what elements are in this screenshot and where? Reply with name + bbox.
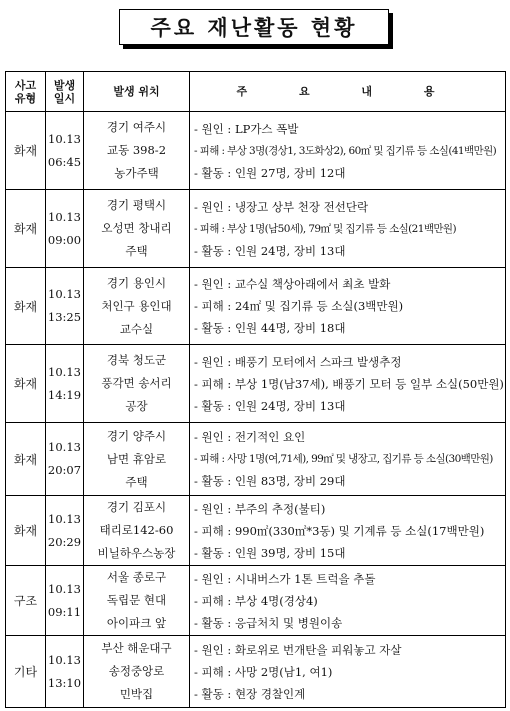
table-row (6, 345, 506, 423)
location-line: 주택 (125, 474, 148, 489)
incident-date: 10.13 (48, 209, 81, 224)
response-line: - 활동 : 인원 27명, 장비 12대 (194, 165, 346, 180)
damage-line: - 피해 : 부상 3명(경상1, 3도화상2), 60㎡ 및 집기류 등 소실(41백만원) (194, 144, 497, 157)
incident-date: 10.13 (48, 440, 81, 454)
location-line: 서울 종로구 (106, 570, 167, 584)
damage-line: - 피해 : 부상 4명(경상4) (194, 593, 318, 608)
header-date-line2: 일시 (53, 91, 76, 105)
incident-location (84, 112, 190, 190)
cause-line: - 원인 : 전기적인 요인 (194, 430, 306, 444)
location-line: 남면 휴암로 (106, 451, 167, 466)
response-line: - 활동 : 현장 경찰인계 (194, 686, 306, 701)
incident-date: 10.13 (48, 287, 81, 301)
response-line: - 활동 : 인원 24명, 장비 13대 (194, 243, 346, 258)
location-line: 교수실 (119, 321, 154, 336)
table-row (6, 496, 506, 566)
location-line: 민박집 (119, 687, 154, 701)
header-date (46, 72, 84, 112)
incident-location (84, 190, 190, 268)
incident-datetime (46, 496, 84, 566)
incident-details (190, 190, 506, 268)
disaster-table (5, 71, 506, 708)
table-header-row (6, 72, 506, 112)
location-line: 농가주택 (114, 166, 159, 180)
location-line: 아이파크 앞 (106, 616, 167, 630)
incident-date: 10.13 (48, 131, 81, 146)
incident-datetime (46, 636, 84, 708)
cause-line: - 원인 : 배풍기 모터에서 스파크 발생추정 (194, 354, 402, 369)
damage-line: - 피해 : 24㎡ 및 집기류 등 소실(3백만원) (194, 299, 404, 313)
incident-location (84, 636, 190, 708)
response-line: - 활동 : 인원 83명, 장비 29대 (194, 474, 346, 488)
incident-datetime (46, 190, 84, 268)
location-line: 태리로142-60 (99, 523, 174, 537)
damage-line: - 피해 : 부상 1명(남50세), 79㎡ 및 집기류 등 소실(21백만원) (194, 222, 456, 235)
incident-type: 화재 (6, 268, 46, 345)
header-location: 발생 위치 (84, 72, 190, 112)
incident-time: 13:10 (47, 675, 82, 690)
damage-line: - 피해 : 사망 2명(남1, 여1) (194, 664, 333, 679)
location-line: 공장 (125, 399, 148, 413)
cause-line: - 원인 : 교수실 책상아래에서 최초 발화 (194, 277, 391, 291)
incident-time: 20:29 (47, 534, 82, 549)
page-title: 주요 재난활동 현황 (119, 9, 389, 45)
table-row (6, 636, 506, 708)
incident-date: 10.13 (48, 364, 81, 379)
table-row (6, 268, 506, 345)
incident-time: 20:07 (47, 463, 82, 477)
incident-datetime (46, 423, 84, 496)
location-line: 부산 해운대구 (101, 641, 172, 655)
location-line: 주택 (125, 244, 148, 258)
damage-line: - 피해 : 990㎡(330㎡*3동) 및 기계류 등 소실(17백만원) (194, 523, 485, 538)
header-content-label: 주 요 내 용 (236, 85, 459, 98)
incident-type: 화재 (6, 345, 46, 423)
incident-details (190, 636, 506, 708)
cause-line: - 원인 : 부주의 추정(불티) (194, 501, 326, 516)
location-line: 경기 평택시 (106, 198, 167, 212)
location-line: 비닐하우스농장 (97, 546, 176, 560)
incident-datetime (46, 345, 84, 423)
header-type-line1: 사고 (14, 78, 37, 92)
location-line: 경기 양주시 (106, 428, 167, 443)
incident-type: 구조 (6, 566, 46, 636)
incident-time: 09:00 (47, 232, 82, 247)
incident-location (84, 345, 190, 423)
incident-location (84, 496, 190, 566)
incident-type: 화재 (6, 112, 46, 190)
incident-date: 10.13 (48, 652, 81, 667)
incident-location (84, 268, 190, 345)
response-line: - 활동 : 인원 44명, 장비 18대 (194, 321, 346, 335)
cause-line: - 원인 : 냉장고 상부 천장 전선단락 (194, 199, 369, 214)
header-date-line1: 발생 (53, 78, 76, 92)
incident-type: 기타 (6, 636, 46, 708)
table-row (6, 566, 506, 636)
location-line: 경기 여주시 (106, 120, 167, 134)
location-line: 송정중앙로 (108, 664, 165, 678)
response-line: - 활동 : 응급처치 및 병원이송 (194, 615, 343, 630)
incident-time: 14:19 (47, 387, 82, 402)
incident-location (84, 423, 190, 496)
incident-type: 화재 (6, 496, 46, 566)
location-line: 경기 김포시 (106, 500, 167, 514)
incident-details (190, 268, 506, 345)
incident-details (190, 423, 506, 496)
incident-type: 화재 (6, 190, 46, 268)
incident-details (190, 112, 506, 190)
incident-datetime (46, 112, 84, 190)
header-type (6, 72, 46, 112)
incident-details (190, 566, 506, 636)
location-line: 교동 398-2 (106, 143, 167, 157)
cause-line: - 원인 : 시내버스가 1톤 트럭을 추돌 (194, 571, 376, 586)
incident-details (190, 345, 506, 423)
incident-datetime (46, 566, 84, 636)
header-content (190, 72, 506, 112)
table-row (6, 112, 506, 190)
incident-time: 06:45 (47, 154, 82, 169)
location-line: 독립문 현대 (106, 593, 167, 607)
response-line: - 활동 : 인원 39명, 장비 15대 (194, 545, 346, 560)
incident-type: 화재 (6, 423, 46, 496)
damage-line: - 피해 : 사망 1명(여,71세), 99㎡ 및 냉장고, 집기류 등 소실(30백만원) (194, 453, 493, 465)
header-type-line2: 유형 (14, 91, 37, 105)
incident-date: 10.13 (48, 581, 81, 596)
incident-datetime (46, 268, 84, 345)
location-line: 경북 청도군 (106, 353, 167, 367)
incident-time: 09:11 (47, 604, 82, 619)
incident-time: 13:25 (47, 310, 82, 324)
location-line: 오성면 창내리 (101, 221, 172, 235)
location-line: 경기 용인시 (106, 275, 167, 290)
cause-line: - 원인 : 화로위로 번개탄을 피워놓고 자살 (194, 642, 402, 657)
table-row (6, 190, 506, 268)
incident-location (84, 566, 190, 636)
incident-details (190, 496, 506, 566)
damage-line: - 피해 : 부상 1명(남37세), 배풍기 모터 등 일부 소실(50만원) (194, 376, 504, 391)
response-line: - 활동 : 인원 24명, 장비 13대 (194, 398, 346, 413)
cause-line: - 원인 : LP가스 폭발 (194, 121, 299, 136)
table-row (6, 423, 506, 496)
incident-date: 10.13 (48, 511, 81, 526)
location-line: 처인구 용인대 (101, 298, 172, 313)
location-line: 풍각면 송서리 (101, 376, 172, 390)
